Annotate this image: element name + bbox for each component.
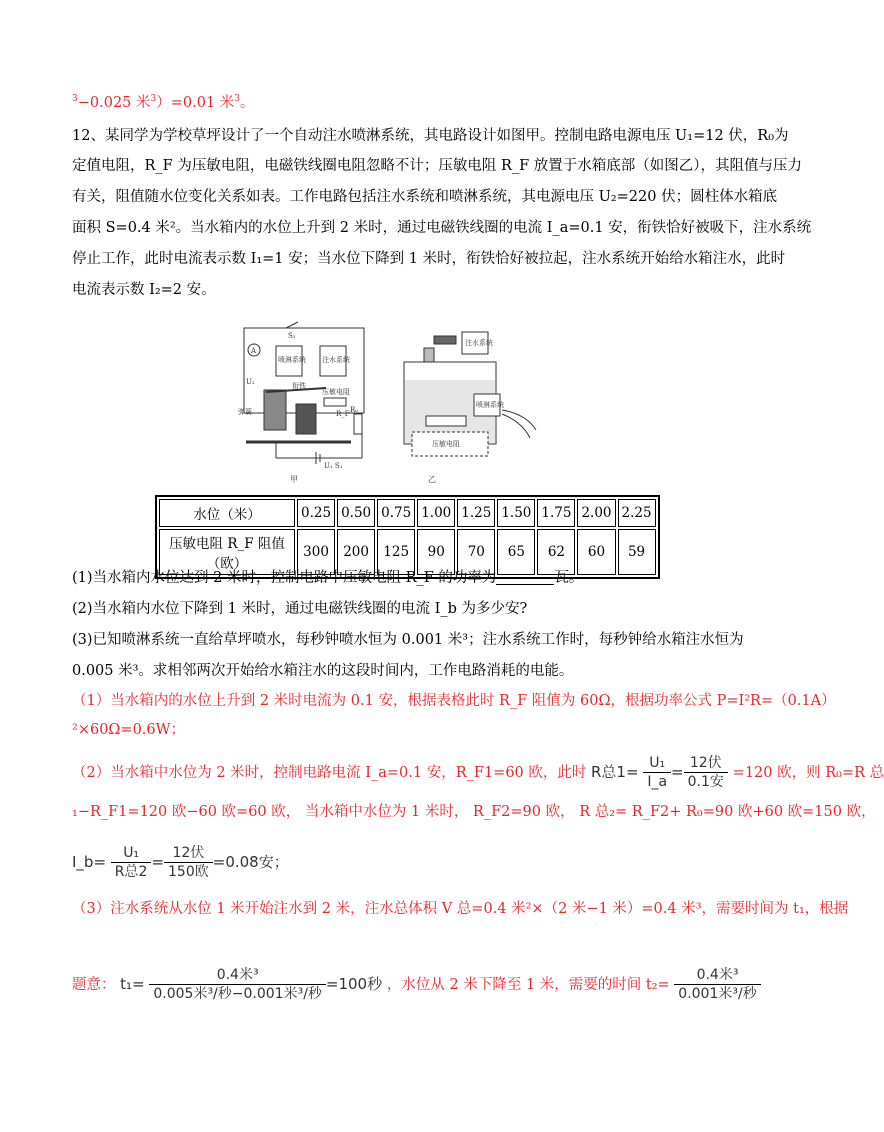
water-level-resistance-table: [155, 495, 660, 579]
xiantie-label: 衔铁: [292, 382, 306, 390]
tank-penlin-label: 喷淋系统: [476, 401, 504, 409]
question-3-line-2: 0.005 米³。求相邻两次开始给水箱注水的这段时间内，工作电路消耗的电能。: [72, 663, 574, 679]
yamin-label-yi: 压敏电阻: [432, 440, 460, 448]
problem-line-6: 电流表示数 I₂=2 安。: [72, 282, 216, 298]
table-row-levels: [159, 499, 656, 527]
table-cell: 65: [497, 529, 535, 575]
answer-3-line-1: （3）注水系统从水位 1 米开始注水到 2 米，注水总体积 V 总=0.4 米²×（2 米−1 米）=0.4 米³，需要时间为 t₁，根据: [72, 901, 849, 917]
answer-3-line-2: 题意： t₁= $\frac{\text{0.4米³}}{\text{0.005米³/秒−0.001米³/秒}}$ =100秒 ，水位从 2 米下降至 1 米，需要的时间 t₂= $\frac{\text{0.4米³}}{\text{0.001米³/秒}}$: [72, 962, 730, 1006]
table-cell: 2.25: [618, 499, 656, 527]
formula-r-total-1: R总1= $\frac{\text{U₁}}{I\_a}$ = $\frac{\text{12伏}}{\text{0.1安}}$: [591, 763, 733, 781]
fraction: $\frac{\text{U₁}}{\text{R总2}}$: [111, 844, 152, 881]
table-cell: 90: [417, 529, 455, 575]
problem-line-4: 面积 S=0.4 米²。当水箱内的水位上升到 2 米时，通过电磁铁线圈的电流 I_a=0.1 安，衔铁恰好被吸下，注水系统: [72, 220, 812, 236]
table-cell: 200: [337, 529, 375, 575]
circuit-figure: [236, 318, 546, 484]
table-header-level: 水位（米）: [159, 499, 295, 527]
tank-zhushui-label: 注水系统: [465, 339, 493, 347]
box-zhushui-label: 注水系统: [322, 356, 350, 364]
answer-blank: [496, 570, 554, 585]
box-penlin-label: 喷淋系统: [278, 356, 306, 364]
previous-answer-tail: $^3$−0.025 米$^3$）=0.01 米$^3$。: [72, 94, 255, 111]
table-cell: 60: [577, 529, 615, 575]
fraction: $\frac{\text{0.4米³}}{\text{0.005米³/秒−0.001米³/秒}}$: [149, 966, 326, 1003]
problem-line-2: 定值电阻，R_F 为压敏电阻，电磁铁线圈电阻忽略不计；压敏电阻 R_F 放置于水箱底部（如图乙），其阻值与压力: [72, 158, 803, 174]
question-3-line-1: (3)已知喷淋系统一直给草坪喷水，每秒钟喷水恒为 0.001 米³；注水系统工作时，每秒钟给水箱注水恒为: [72, 632, 744, 648]
tanhuang-label: 弹簧: [238, 408, 252, 416]
problem-line-5: 停止工作，此时电流表示数 I₁=1 安；当水位下降到 1 米时，衔铁恰好被拉起，注水系统开始给水箱注水，此时: [72, 251, 786, 267]
rf-label: R_F: [336, 410, 350, 418]
answer-1-line-1: （1）当水箱内的水位上升到 2 米时电流为 0.1 安，根据表格此时 R_F 阻值为 60Ω，根据功率公式 P=I²R=（0.1A）: [72, 693, 836, 709]
fraction: $\frac{\text{0.4米³}}{\text{0.001米³/秒}}$: [674, 966, 760, 1003]
table-cell: 0.75: [377, 499, 415, 527]
fraction: $\frac{\text{12伏}}{\text{150欧}}$: [164, 844, 213, 881]
table-cell: 2.00: [577, 499, 615, 527]
table-cell: 62: [537, 529, 575, 575]
table-cell: 1.25: [457, 499, 495, 527]
problem-line-3: 有关，阻值随水位变化关系如表。工作电路包括注水系统和喷淋系统，其电源电压 U₂=220 伏；圆柱体水箱底: [72, 189, 778, 205]
table-cell: 0.50: [337, 499, 375, 527]
answer-2-line-3: [72, 840, 730, 884]
formula-t2: [674, 967, 760, 1002]
answer-2-line-1: （2）当水箱中水位为 2 米时，控制电路电流 I_a=0.1 安，R_F1=60 欧，此时 R总1= $\frac{\text{U₁}}{I\_a}$ = $\frac{\text{12伏}}{\text{0.1安}}$ =120 欧，则 R₀=R 总: [72, 755, 884, 790]
answer-1-line-2: ²×60Ω=0.6W；: [72, 722, 186, 738]
table-cell: 59: [618, 529, 656, 575]
u2-label: U₂: [246, 378, 255, 386]
fig-label-jia: 甲: [290, 475, 298, 484]
answer-2-line-2: ₁−R_F1=120 欧−60 欧=60 欧， 当水箱中水位为 1 米时， R_F2=90 欧， R 总₂= R_F2+ R₀=90 欧+60 欧=150 欧，: [72, 804, 876, 820]
table-cell: 1.50: [497, 499, 535, 527]
s2-label: S₂: [288, 332, 296, 340]
table-cell: 300: [297, 529, 335, 575]
fraction: $\frac{\text{U₁}}{I\_a}$: [643, 754, 671, 791]
fig-label-yi: 乙: [428, 475, 436, 484]
yamin-label-jia: 压敏电阻: [322, 388, 350, 396]
table-header-resistance: 压敏电阻 R_F 阻值（欧）: [159, 529, 295, 575]
table-cell: 1.75: [537, 499, 575, 527]
formula-t1: t₁= $\frac{\text{0.4米³}}{\text{0.005米³/秒−0.001米³/秒}}$ =100秒: [120, 967, 383, 1002]
r0-label: R₀: [350, 406, 359, 414]
fraction: $\frac{\text{12伏}}{\text{0.1安}}$: [684, 754, 728, 791]
table-cell: 1.00: [417, 499, 455, 527]
table-cell: 0.25: [297, 499, 335, 527]
u1s1-label: U₁ S₁: [324, 462, 343, 470]
circuit-diagram: [236, 318, 546, 484]
table-cell: 70: [457, 529, 495, 575]
ammeter-label: A: [251, 347, 257, 355]
question-1: (1)当水箱内水位达到 2 米时，控制电路中压敏电阻 R_F 的功率为 瓦。: [72, 570, 584, 586]
question-2: (2)当水箱内水位下降到 1 米时，通过电磁铁线圈的电流 I_b 为多少安?: [72, 601, 528, 617]
formula-ib: I_b= $\frac{\text{U₁}}{\text{R总2}}$ = $\frac{\text{12伏}}{\text{150欧}}$ =0.08安；: [72, 845, 289, 880]
table-cell: 125: [377, 529, 415, 575]
problem-line-1: 12、某同学为学校草坪设计了一个自动注水喷淋系统，其电路设计如图甲。控制电路电源电压 U₁=12 伏，R₀为: [72, 128, 789, 144]
